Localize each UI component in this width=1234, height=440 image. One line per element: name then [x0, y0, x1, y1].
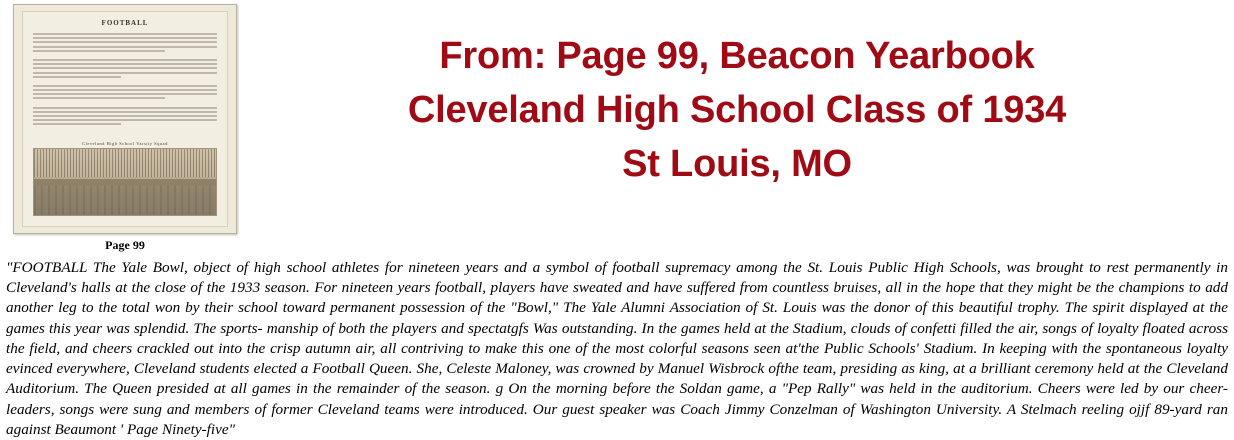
title-line-3: St Louis, MO	[622, 142, 852, 185]
yearbook-page-thumbnail[interactable]	[10, 4, 240, 253]
page-title	[250, 30, 1224, 192]
scanned-page-content	[22, 11, 228, 227]
photo-crowd-band	[34, 149, 216, 177]
scanned-page-text-lines	[33, 33, 217, 125]
title-line-1: From: Page 99, Beacon Yearbook	[439, 35, 1035, 77]
article-body-text: "FOOTBALL The Yale Bowl, object of high school athletes for nineteen years and a symbol of football supremacy among the St. Louis Public High Schools, was brought to rest permanently in Cleveland's halls at the close of the 1933 season. For nineteen years football, players have sweated and have suffered from countless bruises, all in the hope that they might be the champions to add another leg to the total won by their school toward permanent possession of the "Bowl," The Yale Alumni Association of St. Louis was the donor of this beautiful trophy. The spirit displayed at the games this year was splendid. The sports- manship of both the players and spectatgfs Was outstanding. In the games held at the Stadium, clouds of confetti filled the air, songs of loyalty floated across the field, and cheers crackled out into the crisp autumn air, all contriving to make this one of the most colorful seasons seen at'the Public Schools' Stadium. In keeping with the spontaneous loyalty evinced everywhere, Cleveland students elected a Football Queen. She, Celeste Maloney, was crowned by Manuel Wisbrock ofthe team, presiding as king, at a brilliant ceremony held at the Cleveland Auditorium. The Queen presided at all games in the remainder of the season. g On the morning before the Soldan game, a "Pep Rally" was held in the auditorium. Cheers were led by our cheer-leaders, songs were sung and members of former Cleveland teams were introduced. Our guest speaker was Coach Jimmy Conzelman of Washington University. A Stelmach reeling ojjf 89-yard ran against Beaumont ' Page Ninety-five"	[6, 259, 1228, 438]
scanned-page-heading: FOOTBALL	[101, 19, 149, 27]
scanned-page-image[interactable]	[13, 4, 237, 234]
scanned-photo-caption: Cleveland High School Varsity Squad	[82, 141, 168, 146]
thumbnail-caption: Page 99	[105, 238, 145, 252]
scanned-team-photo	[33, 148, 217, 216]
photo-field-band	[34, 185, 216, 215]
title-line-2: Cleveland High School Class of 1934	[407, 88, 1067, 131]
